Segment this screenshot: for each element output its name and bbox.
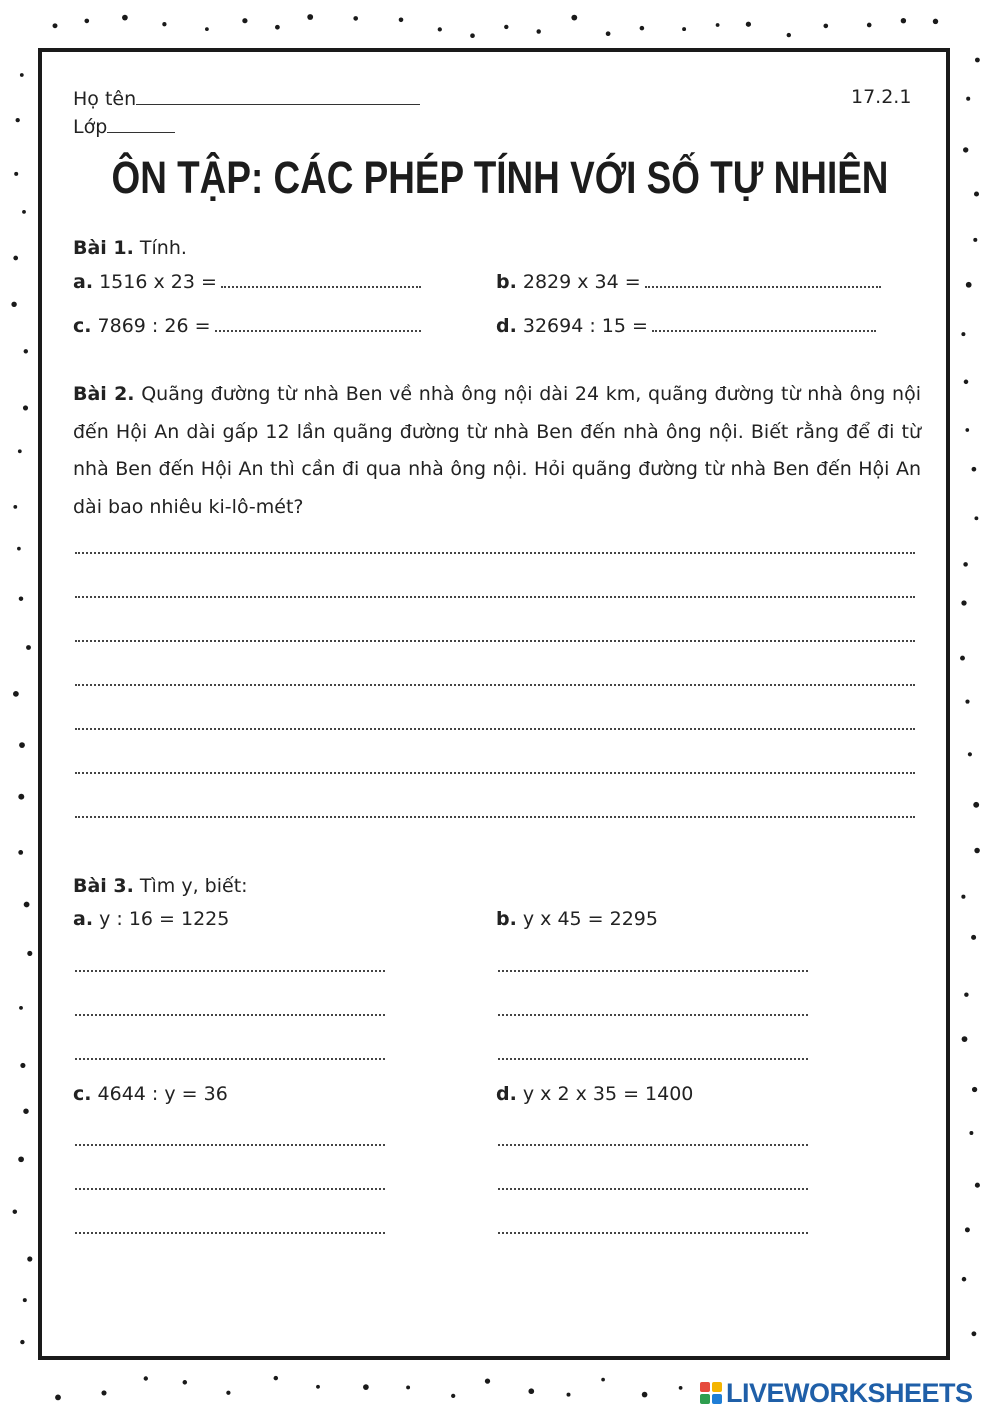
bai1-item-a: [73, 270, 421, 293]
bai3-item-b-expr: y x 45 = 2295: [522, 908, 658, 930]
border-dot: [27, 1256, 32, 1261]
liveworksheets-brand-text: LIVEWORKSHEETS: [726, 1377, 973, 1408]
bai1-item-d: [496, 314, 876, 337]
page-title: ÔN TẬP: CÁC PHÉP TÍNH VỚI SỐ TỰ NHIÊN: [111, 152, 889, 203]
border-dot: [19, 596, 24, 601]
border-dot: [84, 19, 89, 24]
border-dot: [975, 1183, 980, 1188]
border-dot: [968, 752, 972, 756]
border-dot: [23, 1108, 28, 1113]
bai1-item-c: [73, 314, 421, 337]
border-dot: [18, 449, 22, 453]
bai3-label: Bài 3.: [73, 875, 134, 897]
border-dot: [13, 1209, 17, 1213]
border-dot: [101, 1390, 106, 1395]
border-dot: [974, 516, 978, 520]
border-dot: [18, 850, 23, 855]
logo-square-green: [700, 1394, 710, 1404]
bai1-item-b-letter: b.: [496, 271, 517, 293]
bai3-item-b: [496, 908, 658, 930]
bai2-answer-line-5[interactable]: [75, 728, 915, 730]
border-dot: [975, 58, 980, 63]
border-dot: [226, 1391, 230, 1395]
border-dot: [787, 33, 791, 37]
border-dot: [205, 27, 209, 31]
border-dot: [567, 1393, 571, 1397]
border-dot: [962, 1036, 968, 1042]
border-dot: [682, 27, 686, 31]
border-dot: [973, 238, 977, 242]
bai3-a-line-2[interactable]: [75, 1014, 385, 1016]
bai3-c-line-1[interactable]: [75, 1144, 385, 1146]
class-blank[interactable]: [107, 114, 175, 133]
bai1-item-c-expr: 7869 : 26 =: [97, 315, 211, 337]
border-dot: [20, 73, 24, 77]
bai2-answer-line-4[interactable]: [75, 684, 915, 686]
bai3-b-line-1[interactable]: [498, 970, 808, 972]
border-dot: [20, 1063, 25, 1068]
border-dot: [901, 18, 906, 23]
liveworksheets-logo-icon: [700, 1382, 722, 1404]
bai3-item-c-letter: c.: [73, 1083, 92, 1105]
border-dot: [24, 349, 28, 353]
border-dot: [933, 19, 938, 24]
bai3-heading: [73, 875, 248, 897]
border-dot: [485, 1378, 490, 1383]
border-dot: [965, 700, 969, 704]
border-dot: [964, 992, 968, 996]
border-dot: [974, 848, 980, 854]
liveworksheets-watermark: [700, 1378, 973, 1408]
border-dot: [963, 147, 968, 152]
border-dot: [966, 97, 970, 101]
bai1-item-d-letter: d.: [496, 315, 517, 337]
border-dot: [965, 428, 969, 432]
bai2-answer-line-7[interactable]: [75, 816, 915, 818]
bai1-heading: [73, 237, 187, 259]
border-dot: [23, 1298, 27, 1302]
border-dot: [969, 1131, 973, 1135]
bai2-answer-line-1[interactable]: [75, 552, 915, 554]
bai3-c-line-3[interactable]: [75, 1232, 385, 1234]
bai3-item-a-letter: a.: [73, 908, 94, 930]
border-dot: [966, 282, 972, 288]
border-dot: [18, 1156, 24, 1162]
bai3-item-c: [73, 1083, 228, 1105]
border-dot: [242, 18, 247, 23]
border-dot: [162, 22, 166, 26]
name-label: Họ tên: [73, 88, 137, 110]
bai1-item-b-answer[interactable]: [645, 270, 881, 288]
bai2-text: Quãng đường từ nhà Ben về nhà ông nội dài 24 km, quãng đường từ nhà ông nội đến Hội An dài gấp 12 lần quãng đường từ nhà Ben đến nhà ông nội. Biết rằng để đi từ nhà Ben đến Hội An thì cần đi qua nhà ông nội. Hỏi quãng đường từ nhà Ben đến Hội An dài bao nhiêu ki-lô-mét?: [73, 383, 921, 518]
bai1-item-c-letter: c.: [73, 315, 92, 337]
border-dot: [438, 27, 442, 31]
border-dot: [716, 23, 720, 27]
border-dot: [307, 14, 313, 20]
bai3-instruction: Tìm y, biết:: [139, 875, 248, 897]
border-dot: [961, 600, 966, 605]
bai3-d-line-2[interactable]: [498, 1188, 808, 1190]
border-dot: [971, 1331, 976, 1336]
border-dot: [11, 302, 16, 307]
border-dot: [24, 902, 30, 908]
name-blank[interactable]: [136, 86, 420, 105]
border-dot: [27, 951, 32, 956]
bai1-item-d-answer[interactable]: [652, 314, 876, 332]
border-dot: [13, 691, 19, 697]
border-dot: [606, 31, 611, 36]
bai2-label: Bài 2.: [73, 383, 135, 405]
border-dot: [122, 15, 128, 21]
logo-square-yellow: [712, 1382, 722, 1392]
bai3-item-b-letter: b.: [496, 908, 517, 930]
border-dot: [20, 1340, 24, 1344]
bai1-item-a-expr: 1516 x 23 =: [99, 271, 217, 293]
bai1-item-d-expr: 32694 : 15 =: [522, 315, 648, 337]
border-dot: [470, 33, 475, 38]
border-dot: [973, 802, 979, 808]
bai1-item-b: [496, 270, 881, 293]
border-dot: [18, 794, 24, 800]
border-dot: [274, 1376, 278, 1380]
border-dot: [451, 1394, 455, 1398]
bai1-label: Bài 1.: [73, 237, 134, 259]
border-dot: [17, 547, 21, 551]
bai2-answer-line-6[interactable]: [75, 772, 915, 774]
border-dot: [536, 29, 540, 33]
border-dot: [19, 1006, 23, 1010]
border-dot: [183, 1380, 188, 1385]
bai3-a-line-3[interactable]: [75, 1058, 385, 1060]
bai1-item-c-answer[interactable]: [215, 314, 421, 332]
border-dot: [316, 1385, 320, 1389]
bai1-item-a-letter: a.: [73, 271, 94, 293]
border-dot: [53, 23, 58, 28]
border-dot: [399, 18, 404, 23]
border-dot: [353, 16, 358, 21]
class-label: Lớp: [73, 116, 108, 138]
border-dot: [504, 25, 508, 29]
name-field: [73, 86, 420, 110]
logo-square-blue: [712, 1394, 722, 1404]
border-dot: [679, 1386, 683, 1390]
bai3-a-line-1[interactable]: [75, 970, 385, 972]
bai2-answer-line-2[interactable]: [75, 596, 915, 598]
bai3-item-a-expr: y : 16 = 1225: [99, 908, 230, 930]
bai3-item-c-expr: 4644 : y = 36: [97, 1083, 228, 1105]
border-dot: [961, 332, 965, 336]
border-dot: [22, 210, 26, 214]
border-dot: [23, 405, 28, 410]
bai3-item-a: [73, 908, 229, 930]
border-dot: [823, 24, 828, 29]
border-dot: [16, 118, 20, 122]
worksheet-code: 17.2.1: [851, 86, 912, 108]
border-dot: [275, 25, 280, 30]
border-dot: [962, 1277, 967, 1282]
border-dot: [963, 562, 968, 567]
bai1-item-b-expr: 2829 x 34 =: [522, 271, 641, 293]
border-dot: [363, 1384, 369, 1390]
bai3-item-d: [496, 1083, 693, 1105]
class-field: [73, 114, 175, 138]
bai3-item-d-expr: y x 2 x 35 = 1400: [522, 1083, 694, 1105]
border-dot: [746, 22, 751, 27]
bai3-c-line-2[interactable]: [75, 1188, 385, 1190]
border-dot: [55, 1394, 61, 1400]
border-dot: [528, 1388, 534, 1394]
border-dot: [972, 467, 977, 472]
border-dot: [406, 1385, 410, 1389]
border-dot: [960, 656, 965, 661]
border-dot: [571, 15, 577, 21]
bai3-item-d-letter: d.: [496, 1083, 517, 1105]
logo-square-red: [700, 1382, 710, 1392]
border-dot: [965, 1227, 970, 1232]
border-dot: [13, 505, 17, 509]
border-dot: [642, 1392, 648, 1398]
border-dot: [144, 1376, 148, 1380]
bai3-b-line-2[interactable]: [498, 1014, 808, 1016]
bai2-answer-line-3[interactable]: [75, 640, 915, 642]
border-dot: [974, 191, 979, 196]
bai3-b-line-3[interactable]: [498, 1058, 808, 1060]
border-dot: [867, 23, 872, 28]
border-dot: [13, 256, 18, 261]
bai1-item-a-answer[interactable]: [221, 270, 421, 288]
border-dot: [19, 742, 25, 748]
bai3-d-line-1[interactable]: [498, 1144, 808, 1146]
bai1-instruction: Tính.: [139, 237, 187, 259]
border-dot: [972, 1087, 977, 1092]
border-dot: [971, 935, 976, 940]
bai2-paragraph: [73, 376, 921, 526]
border-dot: [14, 172, 18, 176]
border-dot: [961, 895, 965, 899]
bai3-d-line-3[interactable]: [498, 1232, 808, 1234]
border-dot: [964, 380, 969, 385]
border-dot: [26, 645, 31, 650]
border-dot: [601, 1378, 605, 1382]
border-dot: [640, 26, 645, 31]
